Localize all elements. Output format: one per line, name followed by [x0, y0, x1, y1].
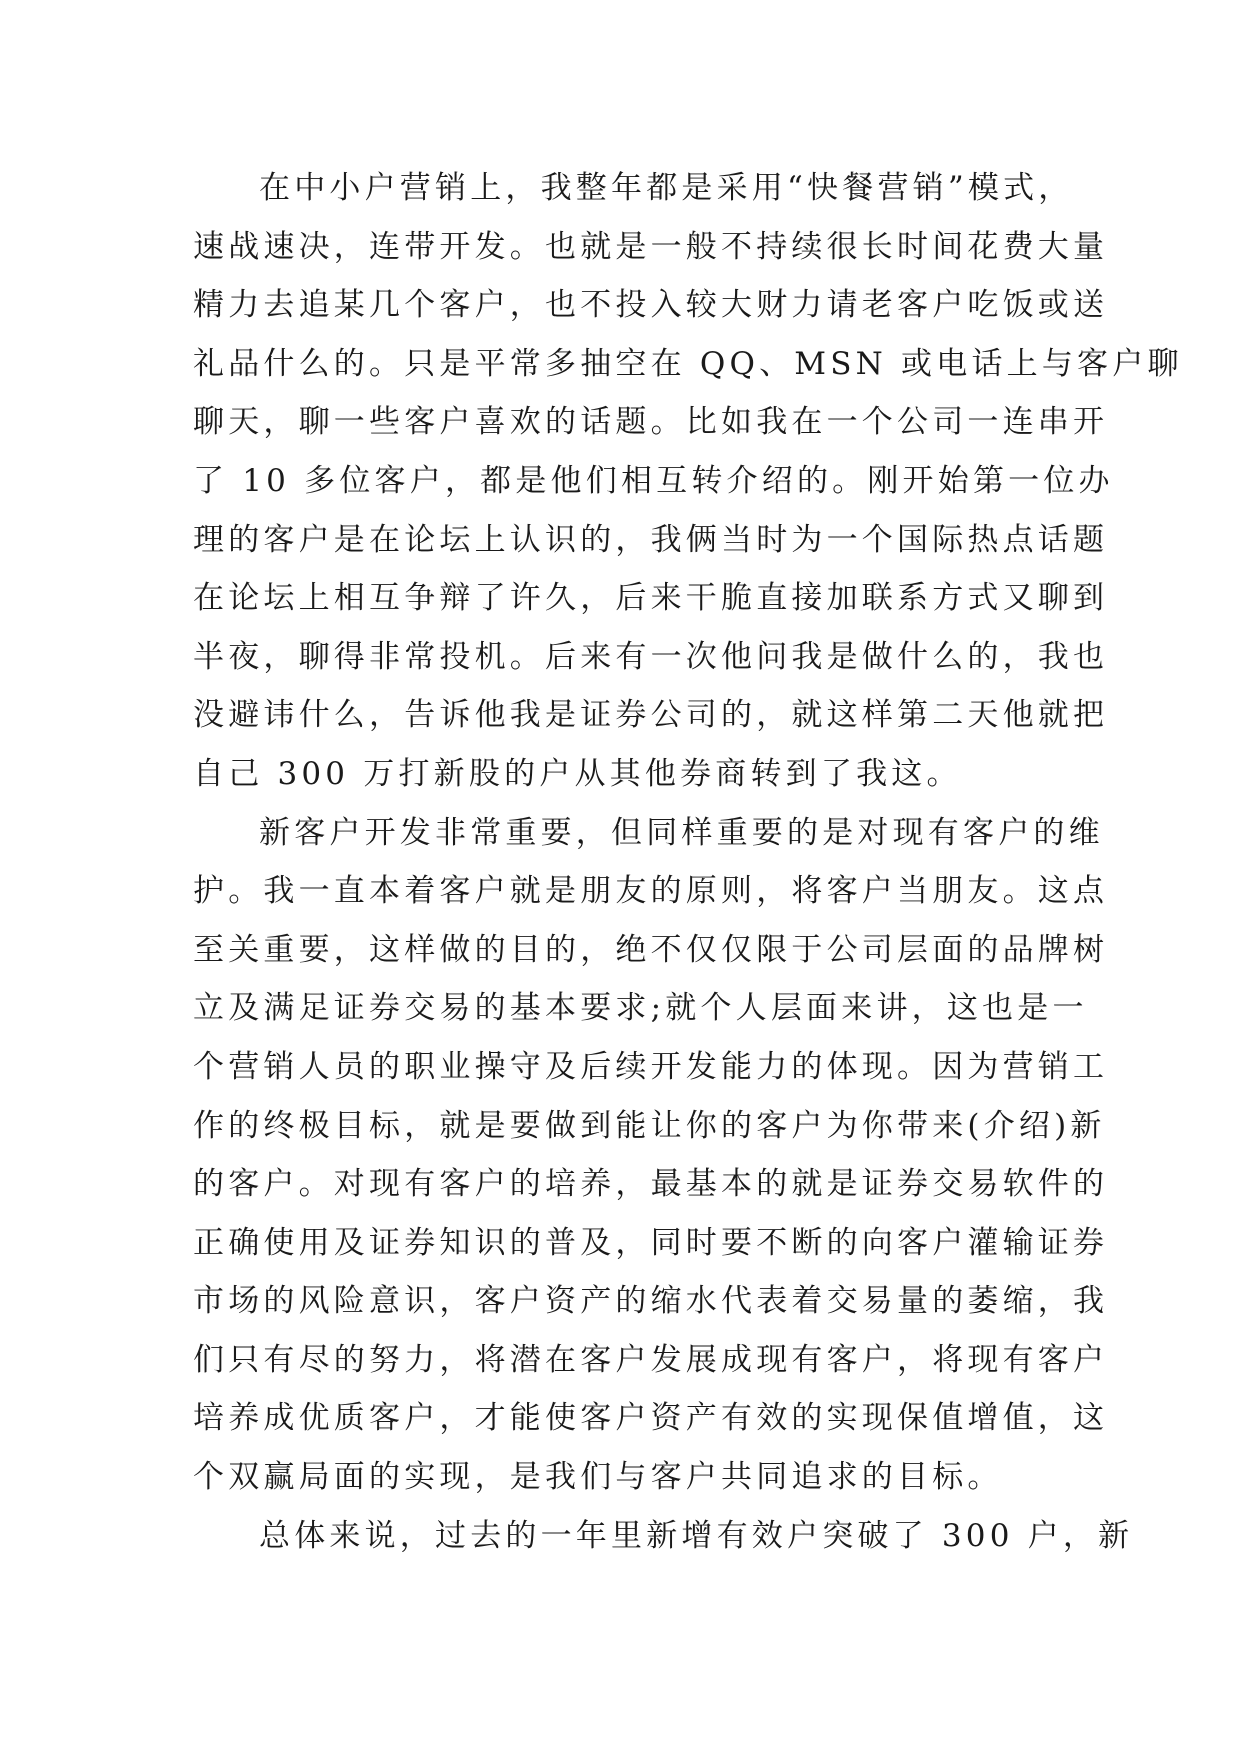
paragraph-1-line-3: 精力去追某几个客户，也不投入较大财力请老客户吃饭或送	[193, 287, 1109, 324]
paragraph-1-line-2: 速战速决，连带开发。也就是一般不持续很长时间花费大量	[193, 228, 1109, 265]
paragraph-2-line-3: 至关重要，这样做的目的，绝不仅仅限于公司层面的品牌树	[193, 931, 1109, 968]
paragraph-1-line-10: 没避讳什么，告诉他我是证券公司的，就这样第二天他就把	[193, 697, 1109, 734]
document-body	[193, 159, 1183, 1565]
paragraph-1-line-4: 礼品什么的。只是平常多抽空在 QQ、MSN 或电话上与客户聊	[193, 345, 1183, 382]
paragraph-1-line-11: 自己 300 万打新股的户从其他券商转到了我这。	[193, 755, 962, 792]
paragraph-1-line-8: 在论坛上相互争辩了许久，后来干脆直接加联系方式又聊到	[193, 580, 1109, 617]
paragraph-2-line-10: 们只有尽的努力，将潜在客户发展成现有客户，将现有客户	[193, 1341, 1109, 1378]
paragraph-1-line-5: 聊天，聊一些客户喜欢的话题。比如我在一个公司一连串开	[193, 404, 1109, 441]
paragraph-2-line-4: 立及满足证券交易的基本要求;就个人层面来讲，这也是一	[193, 990, 1088, 1027]
paragraph-2-line-1: 新客户开发非常重要，但同样重要的是对现有客户的维	[259, 814, 1104, 851]
paragraph-3-line-1: 总体来说，过去的一年里新增有效户突破了 300 户，新	[259, 1517, 1134, 1554]
paragraph-1-line-9: 半夜，聊得非常投机。后来有一次他问我是做什么的，我也	[193, 638, 1109, 675]
paragraph-2-line-7: 的客户。对现有客户的培养，最基本的就是证券交易软件的	[193, 1166, 1109, 1203]
paragraph-1-line-1: 在中小户营销上，我整年都是采用“快餐营销”模式，	[259, 170, 1074, 206]
paragraph-2-line-9: 市场的风险意识，客户资产的缩水代表着交易量的萎缩，我	[193, 1283, 1109, 1320]
paragraph-1-line-7: 理的客户是在论坛上认识的，我俩当时为一个国际热点话题	[193, 521, 1109, 558]
paragraph-2-line-6: 作的终极目标，就是要做到能让你的客户为你带来(介绍)新	[193, 1107, 1106, 1144]
paragraph-1-line-6: 了 10 多位客户，都是他们相互转介绍的。刚开始第一位办	[193, 462, 1114, 499]
paragraph-2-line-8: 正确使用及证券知识的普及，同时要不断的向客户灌输证券	[193, 1224, 1109, 1261]
paragraph-2-line-5: 个营销人员的职业操守及后续开发能力的体现。因为营销工	[193, 1048, 1109, 1085]
paragraph-2-line-11: 培养成优质客户，才能使客户资产有效的实现保值增值，这	[193, 1400, 1109, 1437]
paragraph-2-line-2: 护。我一直本着客户就是朋友的原则，将客户当朋友。这点	[193, 873, 1109, 910]
paragraph-2-line-12: 个双赢局面的实现，是我们与客户共同追求的目标。	[193, 1459, 1003, 1496]
